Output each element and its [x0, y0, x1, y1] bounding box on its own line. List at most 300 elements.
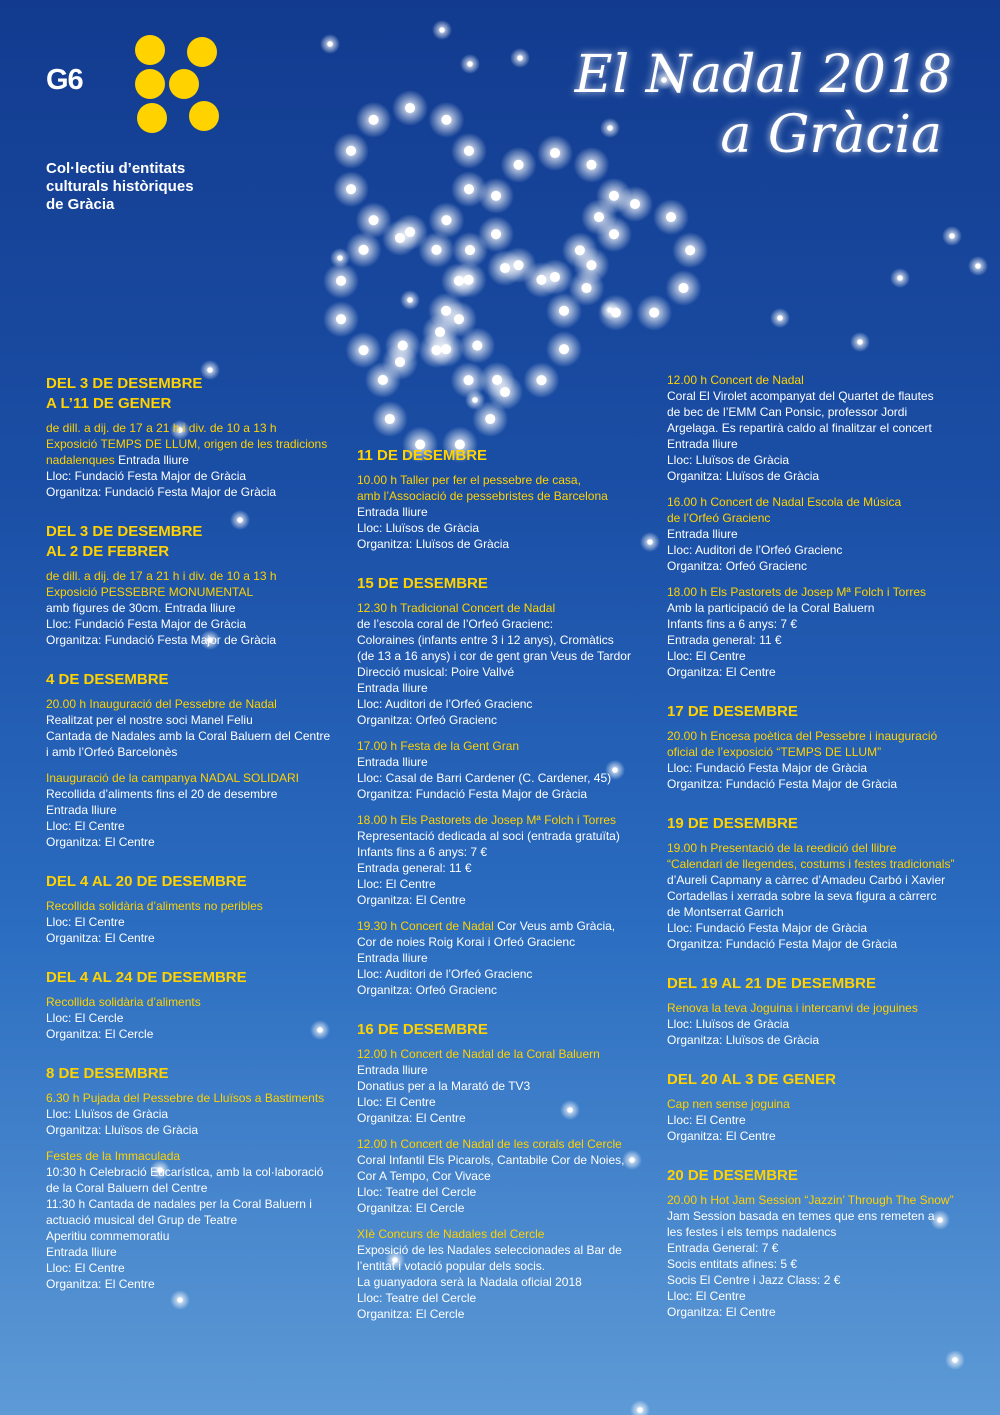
event-highlight-text: Festes de la Immaculada — [46, 1149, 181, 1163]
event-detail-text: Cortadellas i xerrada sobre la seva figura a càrrerc — [667, 889, 937, 903]
event-detail-text: Lloc: Teatre del Cercle — [357, 1185, 477, 1199]
event-detail-text: Lloc: Teatre del Cercle — [357, 1291, 477, 1305]
event-line — [357, 1062, 657, 1078]
flower-star-icon — [666, 212, 676, 222]
flower-star-icon — [491, 191, 501, 201]
event-line — [357, 1274, 657, 1290]
event-entry — [667, 1000, 967, 1048]
logo-dot-icon — [187, 37, 217, 67]
event-entry — [46, 898, 346, 946]
event-line — [357, 632, 657, 648]
event-line — [667, 1224, 967, 1240]
event-detail-text: Entrada lliure — [357, 1063, 428, 1077]
event-line — [357, 712, 657, 728]
event-line — [667, 584, 967, 600]
event-line — [46, 930, 346, 946]
event-line — [46, 1212, 346, 1228]
event-detail-text: Organitza: Lluïsos de Gràcia — [357, 537, 510, 551]
flower-star-icon — [464, 146, 474, 156]
event-detail-text: Lloc: Lluïsos de Gràcia — [667, 453, 790, 467]
event-line — [667, 404, 967, 420]
event-detail-text: 11:30 h Cantada de nadales per la Coral Baluern i — [46, 1197, 312, 1211]
flower-star-icon — [431, 245, 441, 255]
star-icon — [207, 367, 213, 373]
event-detail-text: amb figures de 30cm. Entrada lliure — [46, 601, 236, 615]
event-detail-text: Cantada de Nadales amb la Coral Baluern del Centre — [46, 729, 331, 743]
event-line — [667, 872, 967, 888]
flower-star-icon — [405, 103, 415, 113]
flower-star-icon — [441, 115, 451, 125]
event-highlight-text: de dill. a dij. de 17 a 21 h i div. de 10 a 13 h — [46, 421, 277, 435]
flower-star-icon — [581, 283, 591, 293]
event-line — [357, 616, 657, 632]
section-date-heading — [667, 974, 967, 994]
event-detail-text: Socis El Centre i Jazz Class: 2 € — [667, 1273, 841, 1287]
heading-line: DEL 20 AL 3 DE GENER — [667, 1071, 836, 1088]
event-line — [46, 420, 346, 436]
event-highlight-text: Exposició PESSEBRE MONUMENTAL — [46, 585, 254, 599]
event-detail-text: Lloc: El Centre — [667, 1289, 746, 1303]
logo-dot-icon — [135, 35, 165, 65]
event-line — [46, 1090, 346, 1106]
event-detail-text: l’entitat i votació popular dels socis. — [357, 1259, 546, 1273]
event-line — [46, 1244, 346, 1260]
heading-line: DEL 4 AL 24 DE DESEMBRE — [46, 969, 247, 986]
star-icon — [897, 275, 903, 281]
event-line — [357, 648, 657, 664]
event-line — [667, 920, 967, 936]
event-line — [46, 770, 346, 786]
star-icon — [949, 233, 955, 239]
heading-line: DEL 3 DE DESEMBRE — [46, 523, 203, 540]
event-detail-text: Lloc: Auditori de l’Orfeó Gracienc — [357, 967, 533, 981]
event-detail-text: Entrada lliure — [118, 453, 189, 467]
logo-dot-icon — [189, 101, 219, 131]
event-entry — [46, 420, 346, 500]
event-highlight-text: amb l’Associació de pessebristes de Barcelona — [357, 489, 608, 503]
event-detail-text: Argelaga. Es repartirà caldo al finalitzar el concert — [667, 421, 932, 435]
event-line — [357, 950, 657, 966]
event-line — [46, 1180, 346, 1196]
event-detail-text: Entrada lliure — [357, 755, 428, 769]
star-icon — [337, 255, 343, 261]
event-detail-text: Lloc: El Centre — [357, 877, 436, 891]
event-line — [357, 1258, 657, 1274]
event-line — [46, 1148, 346, 1164]
event-detail-text: Organitza: Fundació Festa Major de Gràcia — [357, 787, 588, 801]
event-line — [357, 1200, 657, 1216]
program-section — [667, 702, 967, 792]
event-line — [357, 844, 657, 860]
heading-line: AL 2 DE FEBRER — [46, 543, 170, 560]
event-highlight-text: 12.00 h Concert de Nadal — [667, 373, 804, 387]
event-entry — [357, 600, 657, 728]
event-detail-text: Organitza: El Cercle — [357, 1307, 465, 1321]
event-detail-text: Organitza: Lluïsos de Gràcia — [667, 1033, 820, 1047]
flower-star-icon — [492, 375, 502, 385]
event-detail-text: Exposició de les Nadales seleccionades al Bar de — [357, 1243, 622, 1257]
flower-star-icon — [435, 327, 445, 337]
logo-dot-icon — [135, 69, 165, 99]
event-highlight-text: 19.30 h Concert de Nadal — [357, 919, 498, 933]
event-line — [357, 664, 657, 680]
program-section — [46, 1064, 346, 1292]
event-entry — [46, 568, 346, 648]
event-line — [46, 786, 346, 802]
event-highlight-text: Cap nen sense joguina — [667, 1097, 790, 1111]
flower-star-icon — [559, 306, 569, 316]
heading-line: 16 DE DESEMBRE — [357, 1021, 488, 1038]
flower-star-icon — [395, 233, 405, 243]
flower-star-icon — [346, 146, 356, 156]
event-highlight-text: 12.30 h Tradicional Concert de Nadal — [357, 601, 556, 615]
event-line — [667, 436, 967, 452]
event-line — [667, 776, 967, 792]
event-line — [357, 504, 657, 520]
section-date-heading — [357, 446, 657, 466]
event-detail-text: Coral El Virolet acompanyat del Quartet de flautes — [667, 389, 934, 403]
event-detail-text: Lloc: Fundació Festa Major de Gràcia — [46, 469, 247, 483]
heading-line: DEL 3 DE DESEMBRE — [46, 375, 203, 392]
event-detail-text: Entrada lliure — [46, 1245, 117, 1259]
event-line — [667, 494, 967, 510]
flower-star-icon — [559, 344, 569, 354]
event-detail-text: Entrada general: 11 € — [357, 861, 472, 875]
star-icon — [637, 1407, 643, 1413]
event-line — [46, 1260, 346, 1276]
event-detail-text: d’Aureli Capmany a càrrec d’Amadeu Carbó i Xavier — [667, 873, 946, 887]
event-line — [46, 712, 346, 728]
program-section — [46, 968, 346, 1042]
logo-dot-icon — [137, 103, 167, 133]
heading-line: 8 DE DESEMBRE — [46, 1065, 169, 1082]
event-detail-text: Entrada lliure — [667, 437, 738, 451]
event-line — [357, 520, 657, 536]
flower-star-icon — [398, 341, 408, 351]
event-line — [46, 728, 346, 744]
event-line — [46, 616, 346, 632]
event-line — [46, 898, 346, 914]
program-section — [667, 1166, 967, 1320]
event-detail-text: Lloc: Lluïsos de Gràcia — [357, 521, 480, 535]
flower-star-icon — [491, 229, 501, 239]
tagline-line: de Gràcia — [46, 196, 115, 213]
event-entry — [357, 1226, 657, 1322]
program-column-1 — [46, 374, 346, 1314]
event-entry — [357, 1136, 657, 1216]
event-detail-text: Entrada general: 11 € — [667, 633, 782, 647]
event-detail-text: Representació dedicada al soci (entrada gratuïta) — [357, 829, 620, 843]
event-line — [357, 536, 657, 552]
event-detail-text: Realitzat per el nostre soci Manel Feliu — [46, 713, 253, 727]
flower-star-icon — [575, 245, 585, 255]
event-line — [667, 1208, 967, 1224]
event-highlight-text: 6.30 h Pujada del Pessebre de Lluïsos a Bastiments — [46, 1091, 325, 1105]
event-line — [667, 600, 967, 616]
event-entry — [357, 1046, 657, 1126]
star-icon — [407, 297, 413, 303]
event-detail-text: Infants fins a 6 anys: 7 € — [667, 617, 798, 631]
event-detail-text: Organitza: El Centre — [357, 893, 466, 907]
event-detail-text: Lloc: Fundació Festa Major de Gràcia — [667, 761, 868, 775]
flower-star-icon — [464, 375, 474, 385]
flower-star-icon — [485, 414, 495, 424]
event-detail-text: Organitza: El Cercle — [357, 1201, 465, 1215]
event-line — [357, 918, 657, 934]
event-line — [667, 1256, 967, 1272]
event-detail-text: La guanyadora serà la Nadala oficial 2018 — [357, 1275, 582, 1289]
event-line — [667, 1192, 967, 1208]
event-detail-text: Coloraines (infants entre 3 i 12 anys), Cromàtics — [357, 633, 614, 647]
event-detail-text: de bec de l’EMM Can Ponsic, professor Jordi — [667, 405, 908, 419]
poster-title — [575, 45, 952, 165]
event-detail-text: de Montserrat Garrich — [667, 905, 784, 919]
event-detail-text: Organitza: Fundació Festa Major de Gràcia — [46, 485, 277, 499]
flower-star-icon — [550, 148, 560, 158]
event-line — [667, 744, 967, 760]
event-detail-text: Amb la participació de la Coral Baluern — [667, 601, 875, 615]
event-entry — [667, 1096, 967, 1144]
star-icon — [439, 27, 445, 33]
event-line — [357, 1306, 657, 1322]
flower-star-icon — [678, 283, 688, 293]
event-line — [357, 892, 657, 908]
event-line — [46, 914, 346, 930]
event-highlight-text: Recollida solidària d’aliments — [46, 995, 201, 1009]
flower-star-icon — [385, 414, 395, 424]
program-section — [357, 446, 657, 552]
event-entry — [667, 1192, 967, 1320]
event-line — [667, 664, 967, 680]
event-line — [357, 1184, 657, 1200]
event-line — [667, 1032, 967, 1048]
heading-line: 17 DE DESEMBRE — [667, 703, 798, 720]
event-highlight-text: 10.00 h Taller per fer el pessebre de casa, — [357, 473, 581, 487]
event-line — [667, 888, 967, 904]
event-line — [357, 876, 657, 892]
event-entry — [46, 696, 346, 760]
logo-dot-icon — [169, 69, 199, 99]
event-line — [46, 1026, 346, 1042]
section-date-heading — [357, 1020, 657, 1040]
program-column-3 — [667, 372, 967, 1342]
tagline-line: culturals històriques — [46, 178, 194, 195]
event-line — [667, 1304, 967, 1320]
flower-star-icon — [378, 375, 388, 385]
event-line — [357, 786, 657, 802]
event-line — [46, 1106, 346, 1122]
event-line — [667, 372, 967, 388]
event-line — [357, 966, 657, 982]
flower-star-icon — [464, 275, 474, 285]
event-line — [46, 436, 346, 452]
event-line — [357, 738, 657, 754]
star-icon — [857, 339, 863, 345]
star-icon — [327, 41, 333, 47]
logo-text: G6 — [46, 64, 83, 96]
event-detail-text: Jam Session basada en temes que ens remeten a — [667, 1209, 935, 1223]
event-highlight-text: 18.00 h Els Pastorets de Josep Mª Folch i Torres — [667, 585, 927, 599]
event-entry — [357, 472, 657, 552]
section-date-heading — [46, 522, 346, 562]
program-section — [667, 372, 967, 680]
event-highlight-text: de l’Orfeó Gracienc — [667, 511, 771, 525]
event-entry — [667, 584, 967, 680]
event-detail-text: Coral Infantil Els Picarols, Cantabile Cor de Noies, — [357, 1153, 625, 1167]
event-line — [357, 1046, 657, 1062]
program-column-2 — [357, 446, 657, 1344]
section-date-heading — [46, 1064, 346, 1084]
flower-star-icon — [500, 263, 510, 273]
event-line — [46, 744, 346, 760]
heading-line: DEL 19 AL 21 DE DESEMBRE — [667, 975, 876, 992]
event-line — [46, 452, 346, 468]
event-detail-text: Direcció musical: Poire Vallvé — [357, 665, 515, 679]
event-line — [667, 1016, 967, 1032]
star-icon — [975, 263, 981, 269]
event-detail-text: Organitza: Orfeó Gracienc — [357, 713, 498, 727]
event-line — [667, 420, 967, 436]
tagline — [46, 160, 194, 214]
event-detail-text: Organitza: El Centre — [46, 835, 155, 849]
event-line — [357, 472, 657, 488]
event-detail-text: Organitza: Fundació Festa Major de Gràcia — [667, 937, 898, 951]
event-detail-text: Lloc: Fundació Festa Major de Gràcia — [667, 921, 868, 935]
event-line — [667, 1000, 967, 1016]
flower-star-icon — [536, 375, 546, 385]
event-highlight-text: de dill. a dij. de 17 a 21 h i div. de 10 a 13 h — [46, 569, 277, 583]
program-section — [667, 814, 967, 952]
event-detail-text: Organitza: El Centre — [667, 665, 776, 679]
event-line — [357, 1242, 657, 1258]
event-line — [667, 1288, 967, 1304]
event-line — [357, 812, 657, 828]
event-detail-text: Lloc: El Centre — [46, 1261, 125, 1275]
event-line — [46, 1276, 346, 1292]
event-detail-text: Lloc: Auditori de l’Orfeó Gracienc — [357, 697, 533, 711]
flower-star-icon — [536, 275, 546, 285]
event-entry — [667, 840, 967, 952]
event-detail-text: Lloc: El Cercle — [46, 1011, 124, 1025]
heading-line: 11 DE DESEMBRE — [357, 447, 488, 464]
event-line — [357, 754, 657, 770]
event-detail-text: Lloc: Lluïsos de Gràcia — [46, 1107, 169, 1121]
event-detail-text: Lloc: El Centre — [46, 819, 125, 833]
event-detail-text: Organitza: El Centre — [667, 1129, 776, 1143]
section-date-heading — [667, 702, 967, 722]
event-line — [46, 994, 346, 1010]
event-detail-text: 10:30 h Celebració Eucarística, amb la col·laboració — [46, 1165, 324, 1179]
event-detail-text: Lloc: Auditori de l’Orfeó Gracienc — [667, 543, 843, 557]
event-detail-text: Entrada lliure — [357, 681, 428, 695]
star-icon — [952, 1357, 958, 1363]
event-line — [357, 1094, 657, 1110]
event-detail-text: Entrada lliure — [667, 527, 738, 541]
event-line — [357, 1078, 657, 1094]
event-line — [667, 558, 967, 574]
event-entry — [357, 812, 657, 908]
flower-star-icon — [464, 184, 474, 194]
event-entry — [357, 738, 657, 802]
flower-star-icon — [649, 308, 659, 318]
event-line — [357, 1290, 657, 1306]
event-entry — [46, 770, 346, 850]
event-detail-text: de la Coral Baluern del Centre — [46, 1181, 208, 1195]
event-highlight-text: 20.00 h Encesa poètica del Pessebre i inauguració — [667, 729, 938, 743]
event-detail-text: de l’escola coral de l’Orfeó Gracienc: — [357, 617, 554, 631]
event-detail-text: Organitza: El Cercle — [46, 1027, 154, 1041]
flower-star-icon — [611, 308, 621, 318]
event-line — [667, 388, 967, 404]
event-detail-text: Entrada lliure — [357, 505, 428, 519]
event-highlight-text: Renova la teva Joguina i intercanvi de joguines — [667, 1001, 918, 1015]
event-highlight-text: oficial de l’exposició “TEMPS DE LLUM” — [667, 745, 882, 759]
event-line — [667, 452, 967, 468]
event-line — [357, 488, 657, 504]
event-detail-text: Organitza: Lluïsos de Gràcia — [46, 1123, 199, 1137]
event-line — [46, 1164, 346, 1180]
flower-star-icon — [685, 245, 695, 255]
event-entry — [46, 1090, 346, 1138]
event-detail-text: Entrada lliure — [357, 951, 428, 965]
event-line — [46, 802, 346, 818]
event-line — [667, 728, 967, 744]
event-highlight-text: 12.00 h Concert de Nadal de les corals del Cercle — [357, 1137, 622, 1151]
flower-star-icon — [514, 160, 524, 170]
event-detail-text: Entrada General: 7 € — [667, 1241, 779, 1255]
event-line — [357, 696, 657, 712]
program-section — [46, 670, 346, 850]
event-detail-text: Organitza: El Centre — [46, 1277, 155, 1291]
event-line — [46, 484, 346, 500]
event-line — [46, 1122, 346, 1138]
event-line — [667, 936, 967, 952]
heading-line: DEL 4 AL 20 DE DESEMBRE — [46, 873, 247, 890]
heading-line: A L’11 DE GENER — [46, 395, 172, 412]
event-entry — [46, 994, 346, 1042]
section-date-heading — [46, 872, 346, 892]
event-detail-text: Infants fins a 6 anys: 7 € — [357, 845, 488, 859]
section-date-heading — [667, 1070, 967, 1090]
event-line — [46, 1228, 346, 1244]
flower-star-icon — [594, 212, 604, 222]
event-entry — [667, 728, 967, 792]
event-line — [667, 856, 967, 872]
flower-star-icon — [465, 245, 475, 255]
program-section — [667, 1070, 967, 1144]
section-date-heading — [667, 814, 967, 834]
star-icon — [777, 315, 783, 321]
event-line — [667, 632, 967, 648]
event-line — [357, 680, 657, 696]
event-line — [357, 1226, 657, 1242]
event-entry — [667, 372, 967, 484]
flower-star-icon — [441, 215, 451, 225]
flower-star-icon — [472, 341, 482, 351]
event-highlight-text: 20.00 h Inauguració del Pessebre de Nadal — [46, 697, 277, 711]
title-line-1: El Nadal 2018 — [574, 45, 952, 105]
flower-star-icon — [346, 184, 356, 194]
event-highlight-text: Exposició TEMPS DE LLUM, origen de les tradicions — [46, 437, 328, 451]
event-detail-text: Entrada lliure — [46, 803, 117, 817]
event-detail-text: Lloc: El Centre — [357, 1095, 436, 1109]
event-line — [667, 468, 967, 484]
event-entry — [46, 1148, 346, 1292]
section-date-heading — [46, 968, 346, 988]
event-highlight-text: 18.00 h Els Pastorets de Josep Mª Folch i Torres — [357, 813, 617, 827]
program-section — [46, 522, 346, 648]
event-detail-text: Organitza: Orfeó Gracienc — [357, 983, 498, 997]
